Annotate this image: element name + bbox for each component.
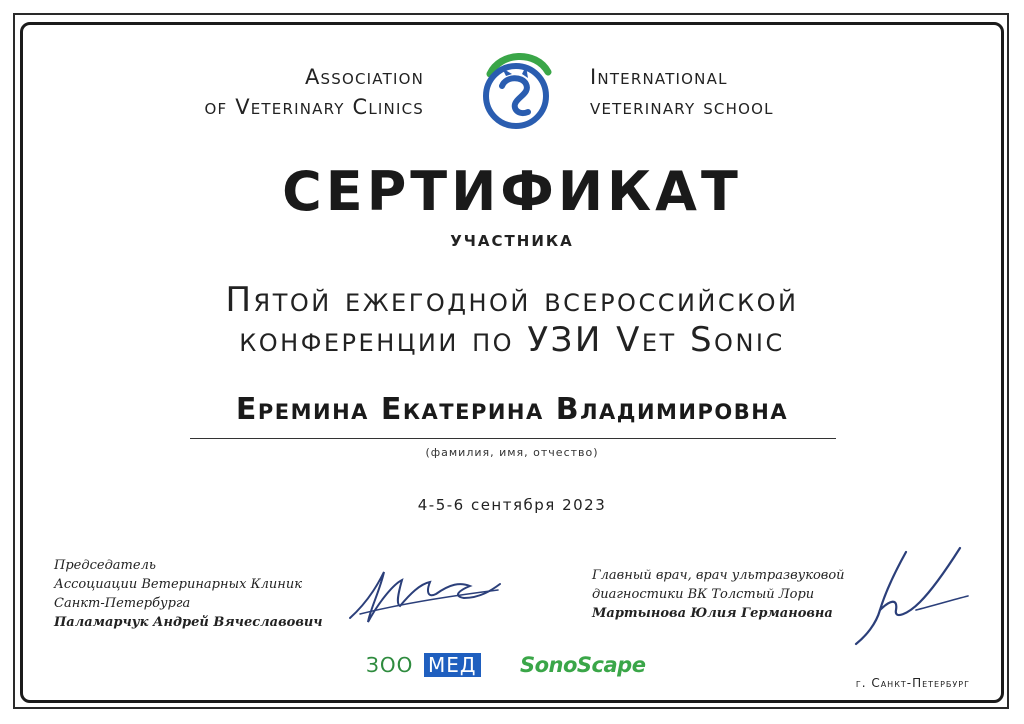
association-name (204, 62, 424, 122)
certificate-title: СЕРТИФИКАТ (282, 160, 742, 223)
name-underline (190, 438, 836, 439)
school-name (590, 62, 774, 122)
signatory-right-name: Мартынова Юлия Германовна (592, 606, 833, 621)
signatory-left-name: Паламарчук Андрей Вячеславович (54, 615, 323, 630)
signature-right-icon (836, 540, 976, 650)
association-line-1: Association (304, 65, 424, 89)
conference-line-1: Пятой ежегодной всероссийской (225, 280, 799, 320)
recipient-name: Еремина Екатерина Владимировна (235, 392, 789, 427)
sonoscape-logo: SonoScape (520, 653, 646, 677)
signatory-right-line-2: диагностики ВК Толстый Лори (592, 587, 815, 602)
signatory-left-line-3: Санкт-Петербурга (54, 596, 191, 611)
certificate-subtitle: УЧАСТНИКА (450, 232, 574, 250)
event-date: 4-5-6 сентября 2023 (417, 496, 607, 514)
signatory-right-line-1: Главный врач, врач ультразвуковой (592, 568, 845, 583)
association-line-2: of Veterinary Clinics (204, 95, 424, 119)
signatory-left-line-2: Ассоциации Ветеринарных Клиник (54, 577, 302, 592)
zoomed-logo-med: МЕД (424, 653, 481, 677)
signatory-right (592, 566, 845, 623)
name-caption: (фамилия, имя, отчество) (425, 446, 599, 459)
zoomed-logo-zoo: ЗОО (366, 653, 414, 677)
conference-line-2: конференции по УЗИ Vet Sonic (239, 320, 785, 360)
city-label: г. Санкт-Петербург (855, 676, 970, 690)
school-line-2: veterinary school (590, 95, 774, 119)
signatory-left-line-1: Председатель (54, 558, 156, 573)
signature-left-icon (340, 560, 510, 630)
signatory-left (54, 556, 323, 632)
school-logo-icon (476, 46, 556, 136)
school-line-1: International (590, 65, 728, 89)
conference-name (0, 280, 1024, 360)
